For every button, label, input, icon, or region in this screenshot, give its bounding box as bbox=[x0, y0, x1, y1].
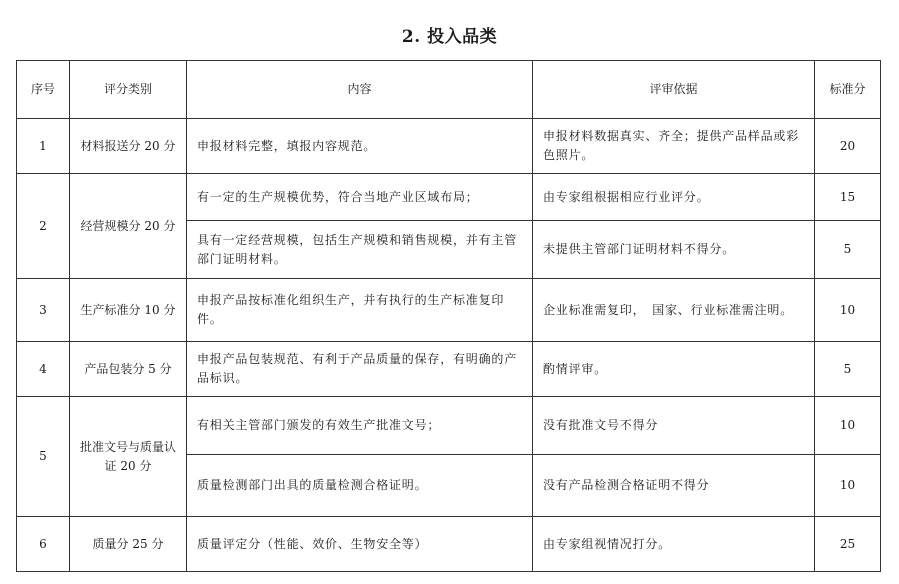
table-row bbox=[17, 342, 881, 397]
table-row bbox=[17, 279, 881, 342]
page-title: 2. 投入品类 bbox=[401, 27, 498, 47]
row-basis: 由专家组视情况打分。 bbox=[533, 517, 815, 572]
row-category: 材料报送分 20 分 bbox=[70, 119, 187, 174]
row-score: 10 bbox=[815, 397, 881, 455]
row-no: 4 bbox=[17, 342, 70, 397]
row-content: 申报产品包装规范、有利于产品质量的保存，有明确的产品标识。 bbox=[187, 342, 533, 397]
header-basis: 评审依据 bbox=[533, 61, 815, 119]
row-content: 申报材料完整，填报内容规范。 bbox=[187, 119, 533, 174]
row-score: 15 bbox=[815, 174, 881, 221]
table-row bbox=[17, 174, 881, 221]
row-score: 5 bbox=[815, 221, 881, 279]
row-basis: 没有产品检测合格证明不得分 bbox=[533, 455, 815, 517]
row-no: 5 bbox=[17, 397, 70, 517]
row-content: 质量评定分（性能、效价、生物安全等） bbox=[187, 517, 533, 572]
row-content: 质量检测部门出具的质量检测合格证明。 bbox=[187, 455, 533, 517]
row-content: 有一定的生产规模优势，符合当地产业区域布局； bbox=[187, 174, 533, 221]
row-no: 1 bbox=[17, 119, 70, 174]
row-category: 质量分 25 分 bbox=[70, 517, 187, 572]
row-score: 10 bbox=[815, 455, 881, 517]
row-category: 产品包装分 5 分 bbox=[70, 342, 187, 397]
row-no: 2 bbox=[17, 174, 70, 279]
row-no: 6 bbox=[17, 517, 70, 572]
row-score: 25 bbox=[815, 517, 881, 572]
row-content: 有相关主管部门颁发的有效生产批准文号； bbox=[187, 397, 533, 455]
row-content: 具有一定经营规模，包括生产规模和销售规模，并有主管部门证明材料。 bbox=[187, 221, 533, 279]
header-score: 标准分 bbox=[815, 61, 881, 119]
table-row bbox=[17, 119, 881, 174]
row-basis: 未提供主管部门证明材料不得分。 bbox=[533, 221, 815, 279]
row-category: 经营规模分 20 分 bbox=[70, 174, 187, 279]
header-category: 评分类别 bbox=[70, 61, 187, 119]
row-basis: 由专家组根据相应行业评分。 bbox=[533, 174, 815, 221]
table-row bbox=[17, 397, 881, 455]
row-score: 5 bbox=[815, 342, 881, 397]
header-content: 内容 bbox=[187, 61, 533, 119]
row-score: 10 bbox=[815, 279, 881, 342]
row-no: 3 bbox=[17, 279, 70, 342]
table-header-row bbox=[17, 61, 881, 119]
row-basis: 申报材料数据真实、齐全；提供产品样品或彩色照片。 bbox=[533, 119, 815, 174]
row-category: 生产标准分 10 分 bbox=[70, 279, 187, 342]
row-basis: 企业标准需复印， 国家、行业标准需注明。 bbox=[533, 279, 815, 342]
row-category: 批准文号与质量认证 20 分 bbox=[70, 397, 187, 517]
row-content: 申报产品按标准化组织生产，并有执行的生产标准复印件。 bbox=[187, 279, 533, 342]
table-row bbox=[17, 517, 881, 572]
row-score: 20 bbox=[815, 119, 881, 174]
row-basis: 酌情评审。 bbox=[533, 342, 815, 397]
header-no: 序号 bbox=[17, 61, 70, 119]
scoring-table bbox=[16, 60, 881, 572]
row-basis: 没有批准文号不得分 bbox=[533, 397, 815, 455]
